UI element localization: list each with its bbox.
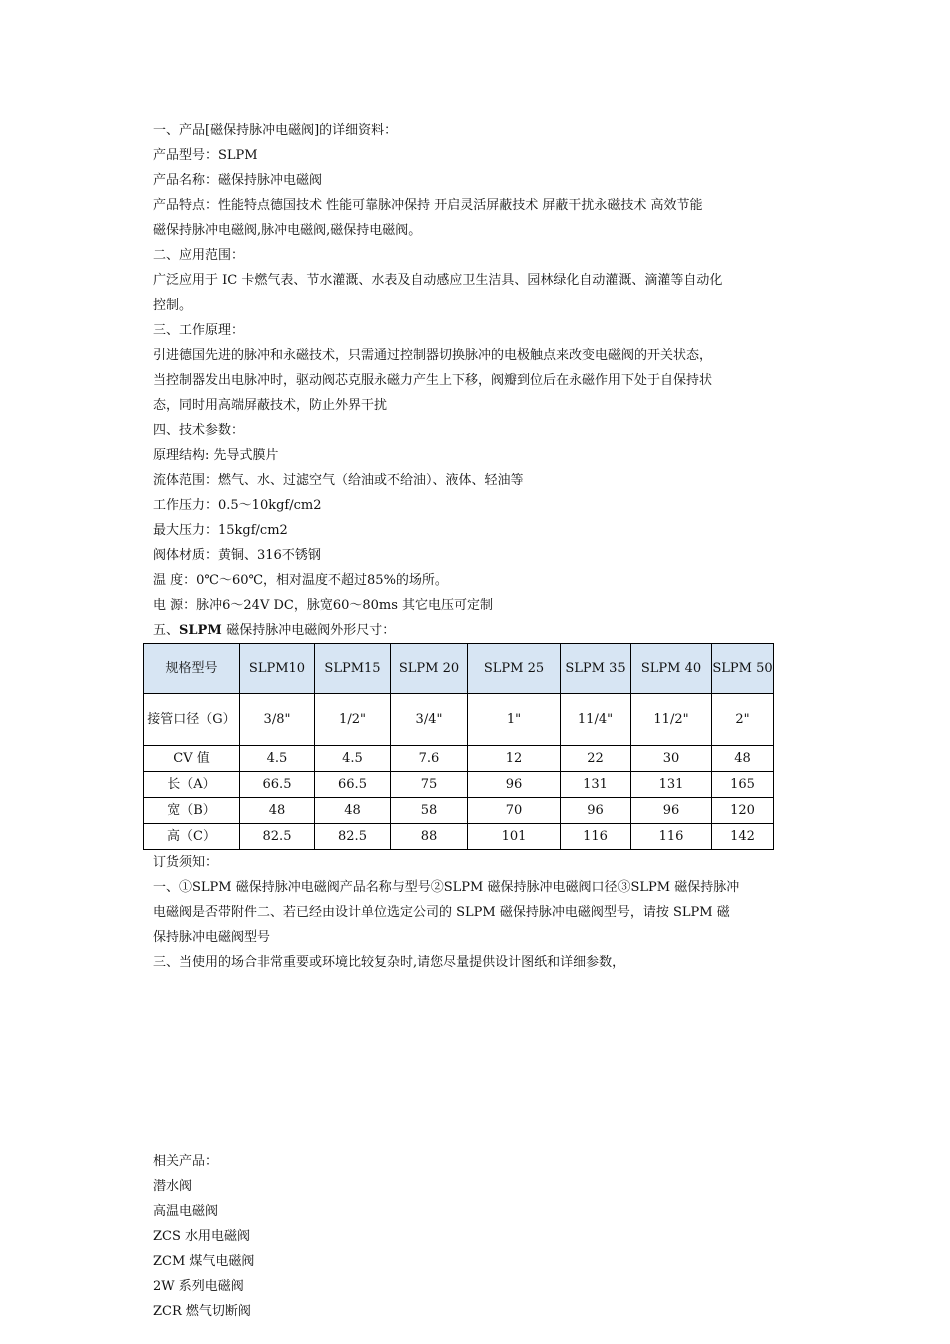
related-item: 高温电磁阀 (153, 1204, 219, 1219)
table-cell: 165 (712, 772, 774, 798)
table-row (144, 772, 774, 798)
order-line-2: 电磁阀是否带附件二、若已经由设计单位选定公司的 SLPM 磁保持脉冲电磁阀型号，请按 SLPM 磁 (153, 905, 730, 920)
table-cell: 66.5 (315, 772, 391, 798)
table-cell: 1" (468, 694, 561, 746)
document-page (147, 118, 783, 1324)
dimensions-table (143, 643, 774, 850)
order-line-3: 保持脉冲电磁阀型号 (153, 930, 271, 945)
order-line-1: 一、①SLPM 磁保持脉冲电磁阀产品名称与型号②SLPM 磁保持脉冲电磁阀口径③SLPM 磁保持脉冲 (153, 880, 740, 895)
header-cell: SLPM 20 (391, 644, 468, 694)
param-max-pressure: 最大压力：15kgf/cm2 (153, 523, 288, 538)
table-header-row (144, 644, 774, 694)
section-5-model: SLPM (179, 623, 227, 638)
table-cell: 66.5 (240, 772, 315, 798)
row-label: CV 值 (144, 746, 240, 772)
table-cell: 3/8" (240, 694, 315, 746)
row-label: 接管口径（G） (144, 694, 240, 746)
section-4-heading: 四、技术参数： (153, 423, 245, 438)
table-cell: 12 (468, 746, 561, 772)
spacer (153, 975, 783, 1149)
table-row (144, 824, 774, 850)
table-cell: 3/4" (391, 694, 468, 746)
section-5-title: 磁保持脉冲电磁阀外形尺寸： (226, 623, 396, 638)
param-power: 电 源：脉冲6～24V DC，脉宽60～80ms 其它电压可定制 (153, 598, 494, 613)
table-cell: 48 (315, 798, 391, 824)
table-cell: 116 (631, 824, 712, 850)
table-cell: 70 (468, 798, 561, 824)
table-cell: 2" (712, 694, 774, 746)
table-cell: 4.5 (315, 746, 391, 772)
row-label: 宽（B） (144, 798, 240, 824)
table-cell: 58 (391, 798, 468, 824)
order-heading: 订货须知： (153, 855, 219, 870)
table-cell: 75 (391, 772, 468, 798)
header-cell: 规格型号 (144, 644, 240, 694)
table-cell: 4.5 (240, 746, 315, 772)
related-item: 2W 系列电磁阀 (153, 1279, 244, 1294)
table-cell: 82.5 (315, 824, 391, 850)
principle-text (153, 343, 783, 418)
table-row (144, 798, 774, 824)
table-cell: 131 (561, 772, 631, 798)
header-cell: SLPM15 (315, 644, 391, 694)
product-features (153, 193, 783, 243)
application-text (153, 268, 783, 318)
product-model: 产品型号：SLPM (153, 148, 258, 163)
related-item: ZCM 煤气电磁阀 (153, 1254, 255, 1269)
header-cell: SLPM 50 (712, 644, 774, 694)
row-label: 高（C） (144, 824, 240, 850)
related-item: ZCR 燃气切断阀 (153, 1304, 251, 1319)
header-cell: SLPM 40 (631, 644, 712, 694)
table-cell: 7.6 (391, 746, 468, 772)
table-cell: 131 (631, 772, 712, 798)
table-cell: 30 (631, 746, 712, 772)
table-cell: 1/2" (315, 694, 391, 746)
order-line-4: 三、当使用的场合非常重要或环境比较复杂时,请您尽量提供设计图纸和详细参数， (153, 955, 626, 970)
product-name: 产品名称：磁保持脉冲电磁阀 (153, 173, 323, 188)
application-line-2: 控制。 (153, 298, 193, 313)
table-cell: 11/4" (561, 694, 631, 746)
section-5-prefix: 五、 (153, 623, 180, 638)
section-5-heading (153, 618, 783, 643)
table-cell: 96 (561, 798, 631, 824)
table-cell: 142 (712, 824, 774, 850)
param-structure: 原理结构: 先导式膜片 (153, 448, 279, 463)
header-cell: SLPM 35 (561, 644, 631, 694)
param-fluid: 流体范围：燃气、水、过滤空气（给油或不给油）、液体、轻油等 (153, 473, 524, 488)
table-cell: 116 (561, 824, 631, 850)
table-cell: 101 (468, 824, 561, 850)
features-line-2: 磁保持脉冲电磁阀,脉冲电磁阀,磁保持电磁阀。 (153, 223, 422, 238)
principle-line-2: 当控制器发出电脉冲时，驱动阀芯克服永磁力产生上下移，阀瓣到位后在永磁作用下处于自保持状 (153, 373, 713, 388)
table-cell: 88 (391, 824, 468, 850)
table-row (144, 746, 774, 772)
table-cell: 48 (712, 746, 774, 772)
section-1-heading: 一、产品[磁保持脉冲电磁阀]的详细资料： (153, 123, 398, 138)
table-cell: 120 (712, 798, 774, 824)
application-line-1: 广泛应用于 IC 卡燃气表、节水灌溉、水表及自动感应卫生洁具、园林绿化自动灌溉、滴灌等自动化 (153, 273, 723, 288)
param-work-pressure: 工作压力：0.5～10kgf/cm2 (153, 498, 322, 513)
table-row (144, 694, 774, 746)
table-cell: 48 (240, 798, 315, 824)
related-heading: 相关产品： (153, 1154, 219, 1169)
table-cell: 11/2" (631, 694, 712, 746)
section-2-heading: 二、应用范围： (153, 248, 245, 263)
row-label: 长（A） (144, 772, 240, 798)
table-cell: 22 (561, 746, 631, 772)
header-cell: SLPM 25 (468, 644, 561, 694)
principle-line-1: 引进德国先进的脉冲和永磁技术，只需通过控制器切换脉冲的电极触点来改变电磁阀的开关状态， (153, 348, 713, 363)
related-item: ZCS 水用电磁阀 (153, 1229, 251, 1244)
header-cell: SLPM10 (240, 644, 315, 694)
principle-line-3: 态，同时用高端屏蔽技术，防止外界干扰 (153, 398, 388, 413)
features-line-1: 产品特点：性能特点德国技术 性能可靠脉冲保持 开启灵活屏蔽技术 屏蔽干扰永磁技术 高效节能 (153, 198, 703, 213)
table-cell: 82.5 (240, 824, 315, 850)
param-temperature: 温 度：0℃～60℃，相对温度不超过85%的场所。 (153, 573, 448, 588)
related-item: 潜水阀 (153, 1179, 193, 1194)
section-3-heading: 三、工作原理： (153, 323, 245, 338)
order-text (153, 875, 783, 975)
table-cell: 96 (468, 772, 561, 798)
param-material: 阀体材质：黄铜、316不锈钢 (153, 548, 321, 563)
table-cell: 96 (631, 798, 712, 824)
